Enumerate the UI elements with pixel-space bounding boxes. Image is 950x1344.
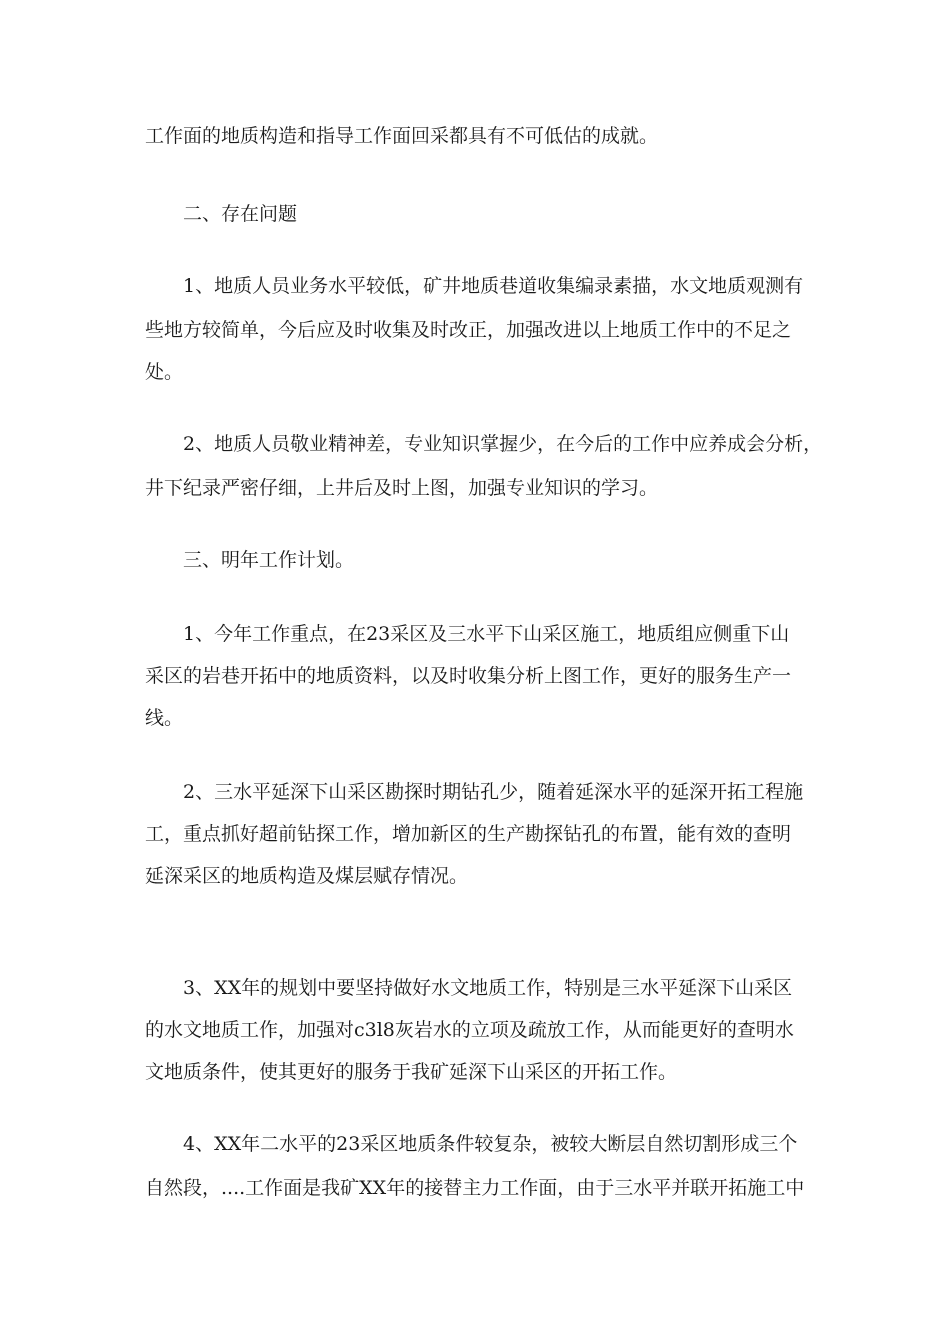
section-heading-plan: 三、明年工作计划。 (183, 549, 355, 571)
text-line: 3、XX年的规划中要坚持做好水文地质工作，特别是三水平延深下山采区 (183, 977, 793, 999)
text-line: 延深采区的地质构造及煤层赋存情况。 (145, 865, 469, 887)
text-line: 线。 (145, 707, 184, 729)
text-line: 文地质条件，使其更好的服务于我矿延深下山采区的开拓工作。 (145, 1061, 678, 1083)
text-line: 自然段，....工作面是我矿XX年的接替主力工作面，由于三水平并联开拓施工中 (145, 1177, 805, 1199)
text-line: 的水文地质工作，加强对c3l8灰岩水的立项及疏放工作，从而能更好的查明水 (145, 1019, 794, 1041)
text-line: 1、今年工作重点，在23采区及三水平下山采区施工，地质组应侧重下山 (183, 623, 790, 645)
section-heading-problems: 二、存在问题 (183, 203, 298, 225)
text-line: 2、地质人员敬业精神差，专业知识掌握少，在今后的工作中应养成会分析， (183, 433, 823, 455)
text-line: 采区的岩巷开拓中的地质资料，以及时收集分析上图工作，更好的服务生产一 (145, 665, 792, 687)
text-line: 2、三水平延深下山采区勘探时期钻孔少，随着延深水平的延深开拓工程施 (183, 781, 804, 803)
text-line: 些地方较简单，今后应及时收集及时改正，加强改进以上地质工作中的不足之 (145, 319, 792, 341)
text-line: 4、XX年二水平的23采区地质条件较复杂，被较大断层自然切割形成三个 (183, 1133, 798, 1155)
text-line: 1、地质人员业务水平较低，矿井地质巷道收集编录素描，水文地质观测有 (183, 275, 804, 297)
text-line: 工，重点抓好超前钻探工作，增加新区的生产勘探钻孔的布置，能有效的查明 (145, 823, 792, 845)
text-line: 处。 (145, 361, 184, 383)
text-line: 井下纪录严密仔细，上井后及时上图，加强专业知识的学习。 (145, 477, 659, 499)
text-line: 工作面的地质构造和指导工作面回采都具有不可低估的成就。 (145, 125, 659, 147)
